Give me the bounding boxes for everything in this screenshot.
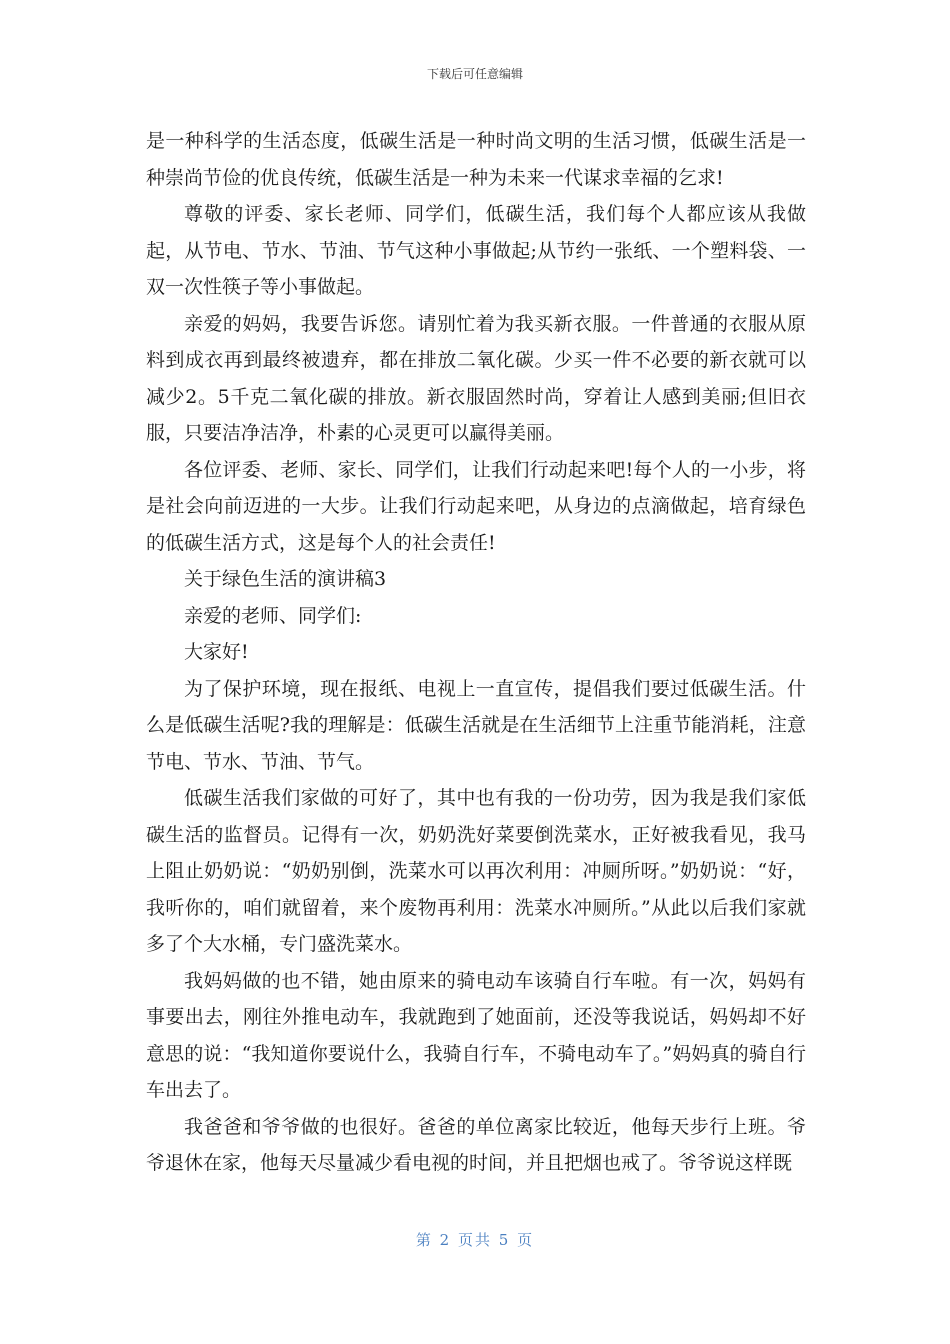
paragraph: 各位评委、老师、家长、同学们，让我们行动起来吧!每个人的一小步，将是社会向前迈进的一大步。让我们行动起来吧，从身边的点滴做起，培育绿色的低碳生活方式，这是每个人的社会责任! — [146, 458, 806, 554]
paragraph: 为了保护环境，现在报纸、电视上一直宣传，提倡我们要过低碳生活。什么是低碳生活呢?我的理解是：低碳生活就是在生活细节上注重节能消耗，注意节电、节水、节油、节气。 — [146, 677, 806, 773]
paragraph: 我爸爸和爷爷做的也很好。爸爸的单位离家比较近，他每天步行上班。爷爷退休在家，他每天尽量减少看电视的时间，并且把烟也戒了。爷爷说这样既 — [146, 1115, 806, 1174]
greeting: 大家好! — [184, 641, 249, 663]
document-body — [146, 123, 806, 1182]
paragraph: 我妈妈做的也不错，她由原来的骑电动车该骑自行车啦。有一次，妈妈有事要出去，刚往外推电动车，我就跑到了她面前，还没等我说话，妈妈却不好意思的说：“我知道你要说什么，我骑自行车，不骑电动车了。”妈妈真的骑自行车出去了。 — [146, 969, 806, 1101]
paragraph: 尊敬的评委、家长老师、同学们，低碳生活，我们每个人都应该从我做起，从节电、节水、节油、节气这种小事做起;从节约一张纸、一个塑料袋、一双一次性筷子等小事做起。 — [146, 203, 806, 298]
page-footer: 第 2 页共 5 页 — [415, 1231, 535, 1249]
salutation: 亲爱的老师、同学们: — [184, 604, 362, 627]
paragraph: 低碳生活我们家做的可好了，其中也有我的一份功劳，因为我是我们家低碳生活的监督员。记得有一次，奶奶洗好菜要倒洗菜水，正好被我看见，我马上阻止奶奶说：“奶奶别倒，洗菜水可以再次利用：冲厕所呀。”奶奶说：“好，我听你的，咱们就留着，来个废物再利用：洗菜水冲厕所。”从此以后我们家就多了个大水桶，专门盛洗菜水。 — [146, 787, 806, 955]
section-title: 关于绿色生活的演讲稿3 — [184, 568, 387, 590]
page-header: 下载后可任意编辑 — [426, 67, 523, 81]
paragraph: 是一种科学的生活态度，低碳生活是一种时尚文明的生活习惯，低碳生活是一种崇尚节俭的优良传统，低碳生活是一种为未来一代谋求幸福的乞求! — [146, 130, 806, 189]
paragraph: 亲爱的妈妈，我要告诉您。请别忙着为我买新衣服。一件普通的衣服从原料到成衣再到最终被遗弃，都在排放二氧化碳。少买一件不必要的新衣就可以减少2。5千克二氧化碳的排放。新衣服固然时尚，穿着让人感到美丽;但旧衣服，只要洁净洁净，朴素的心灵更可以赢得美丽。 — [146, 312, 806, 444]
